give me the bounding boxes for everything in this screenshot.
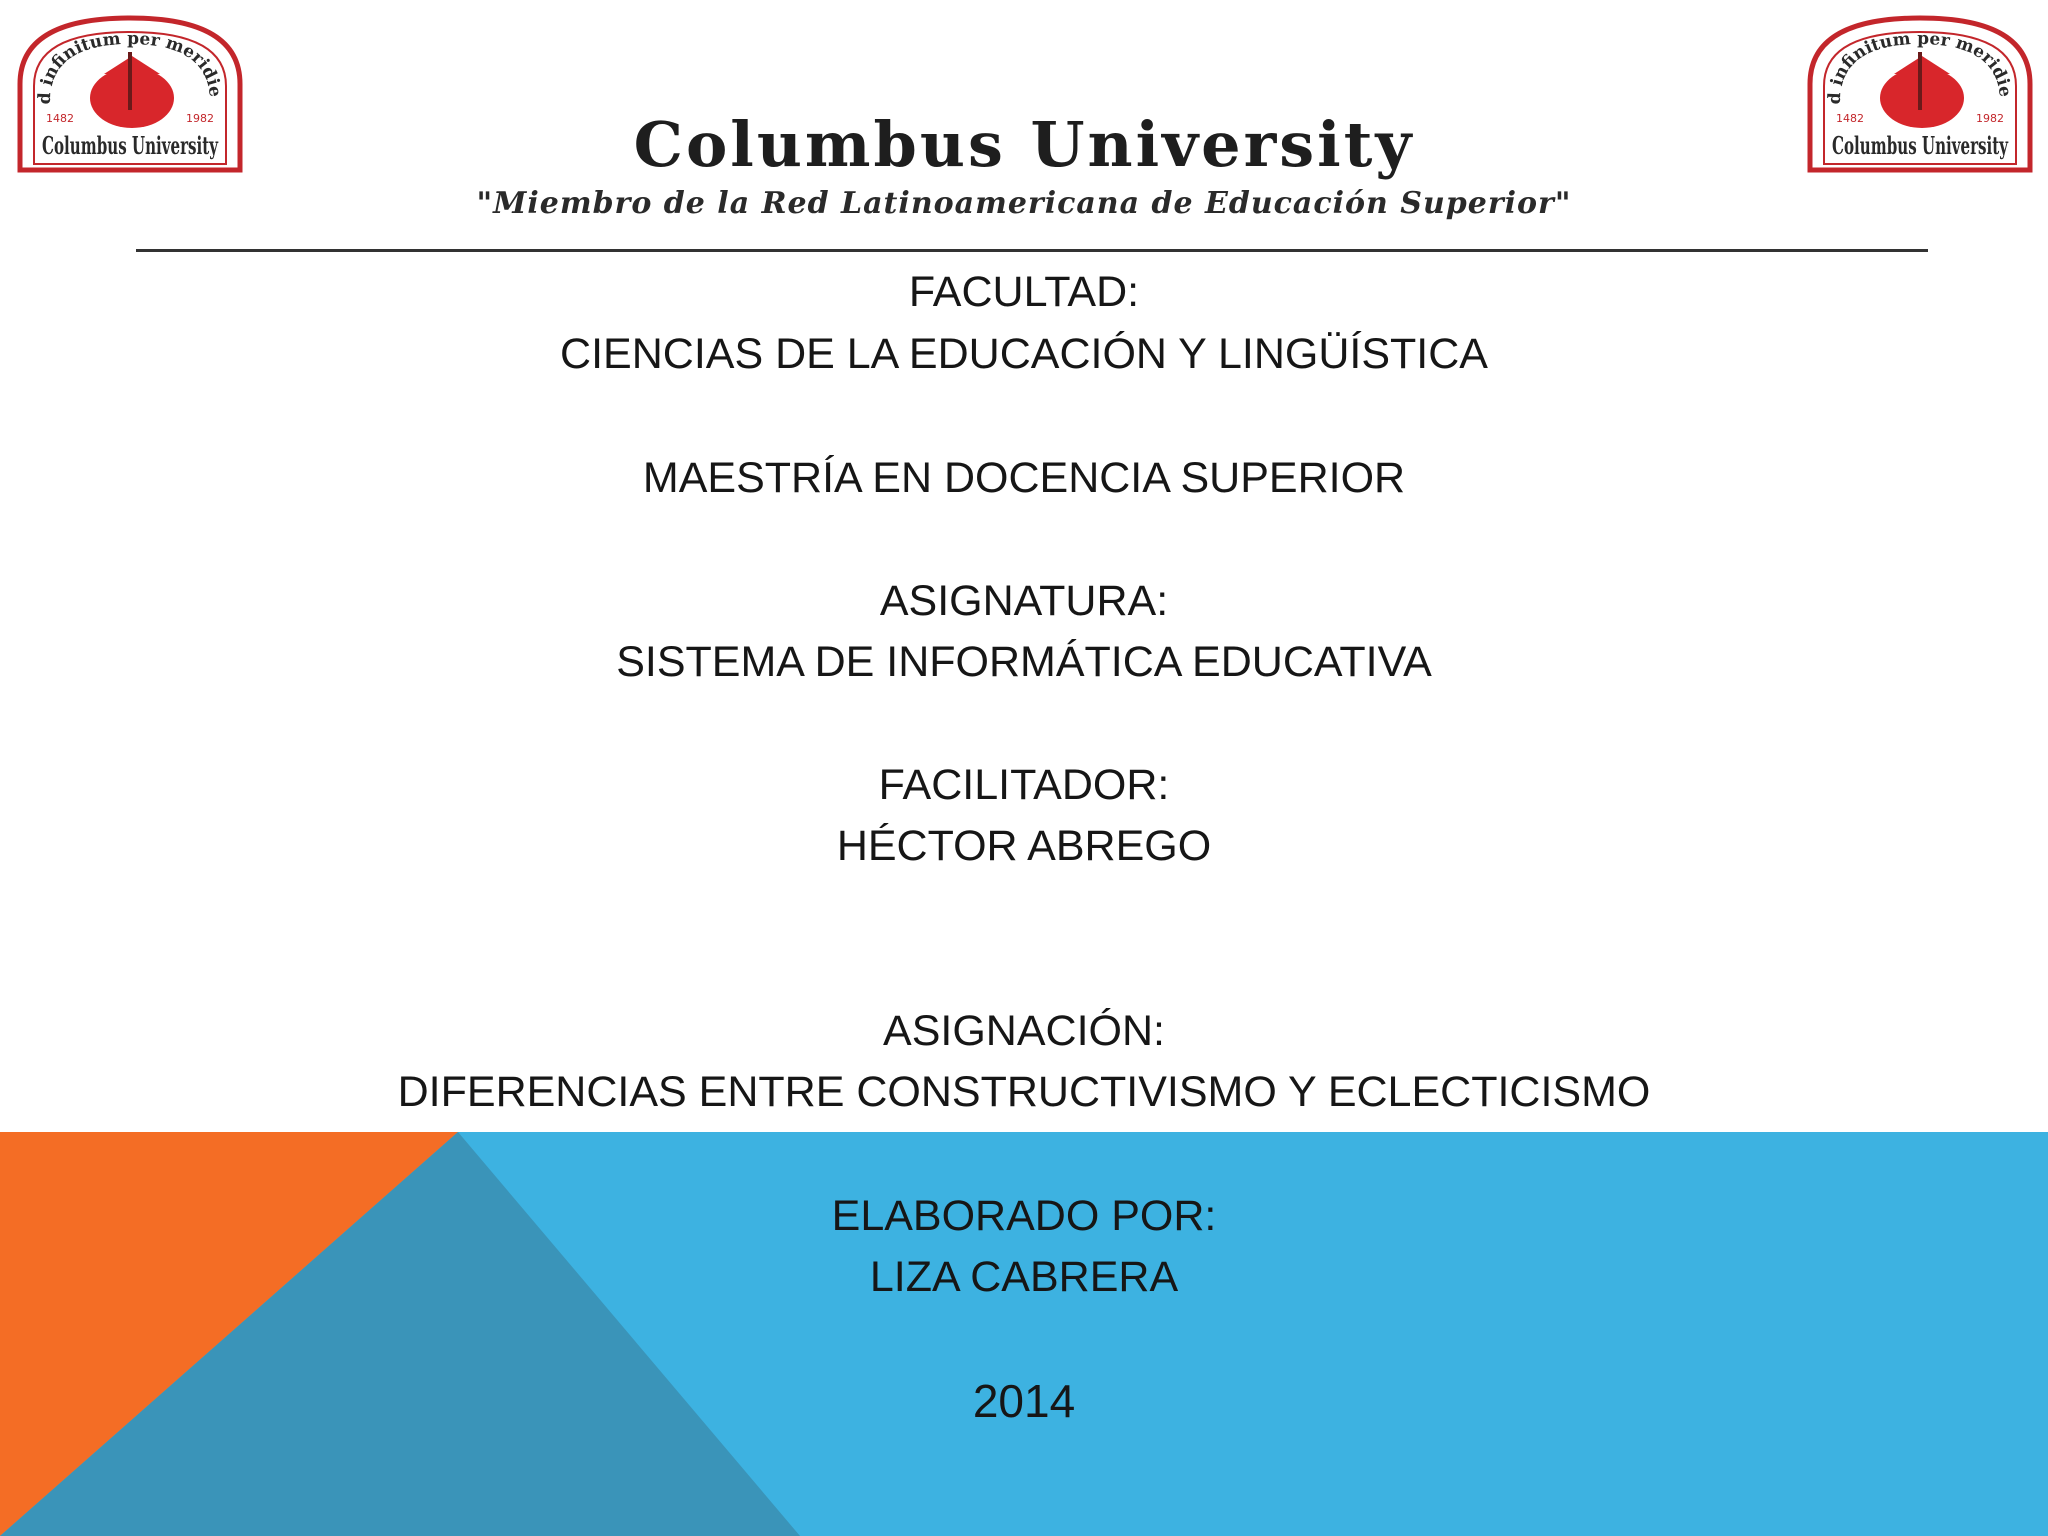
- svg-text:1482: 1482: [1836, 112, 1864, 125]
- svg-text:1482: 1482: [46, 112, 74, 125]
- asignacion-value: DIFERENCIAS ENTRE CONSTRUCTIVISMO Y ECLECTICISMO: [397, 1068, 1651, 1116]
- header-divider: [136, 249, 1928, 252]
- facultad-label: FACULTAD:: [908, 268, 1140, 316]
- asignatura-value: SISTEMA DE INFORMÁTICA EDUCATIVA: [616, 638, 1432, 686]
- elaborado-label: ELABORADO POR:: [831, 1192, 1217, 1240]
- seal-top-text: d infinitum per meridie: [1824, 28, 2015, 105]
- facultad-value: CIENCIAS DE LA EDUCACIÓN Y LINGÜÍSTICA: [560, 330, 1488, 378]
- seal-bottom-text: Columbus University: [42, 131, 219, 160]
- asignacion-label: ASIGNACIÓN:: [883, 1007, 1165, 1055]
- svg-text:1982: 1982: [186, 112, 214, 125]
- year: 2014: [972, 1375, 1076, 1427]
- elaborado-value: LIZA CABRERA: [869, 1253, 1179, 1301]
- facilitador-label: FACILITADOR:: [878, 761, 1170, 809]
- seal-top-text: d infinitum per meridie: [34, 28, 225, 105]
- university-name: Columbus University: [633, 108, 1415, 181]
- program-name: MAESTRÍA EN DOCENCIA SUPERIOR: [642, 454, 1406, 502]
- facilitador-value: HÉCTOR ABREGO: [836, 822, 1212, 870]
- svg-text:1982: 1982: [1976, 112, 2004, 125]
- seal-bottom-text: Columbus University: [1832, 131, 2009, 160]
- university-motto: "Miembro de la Red Latinoamericana de Educación Superior": [476, 186, 1572, 221]
- asignatura-label: ASIGNATURA:: [879, 577, 1169, 625]
